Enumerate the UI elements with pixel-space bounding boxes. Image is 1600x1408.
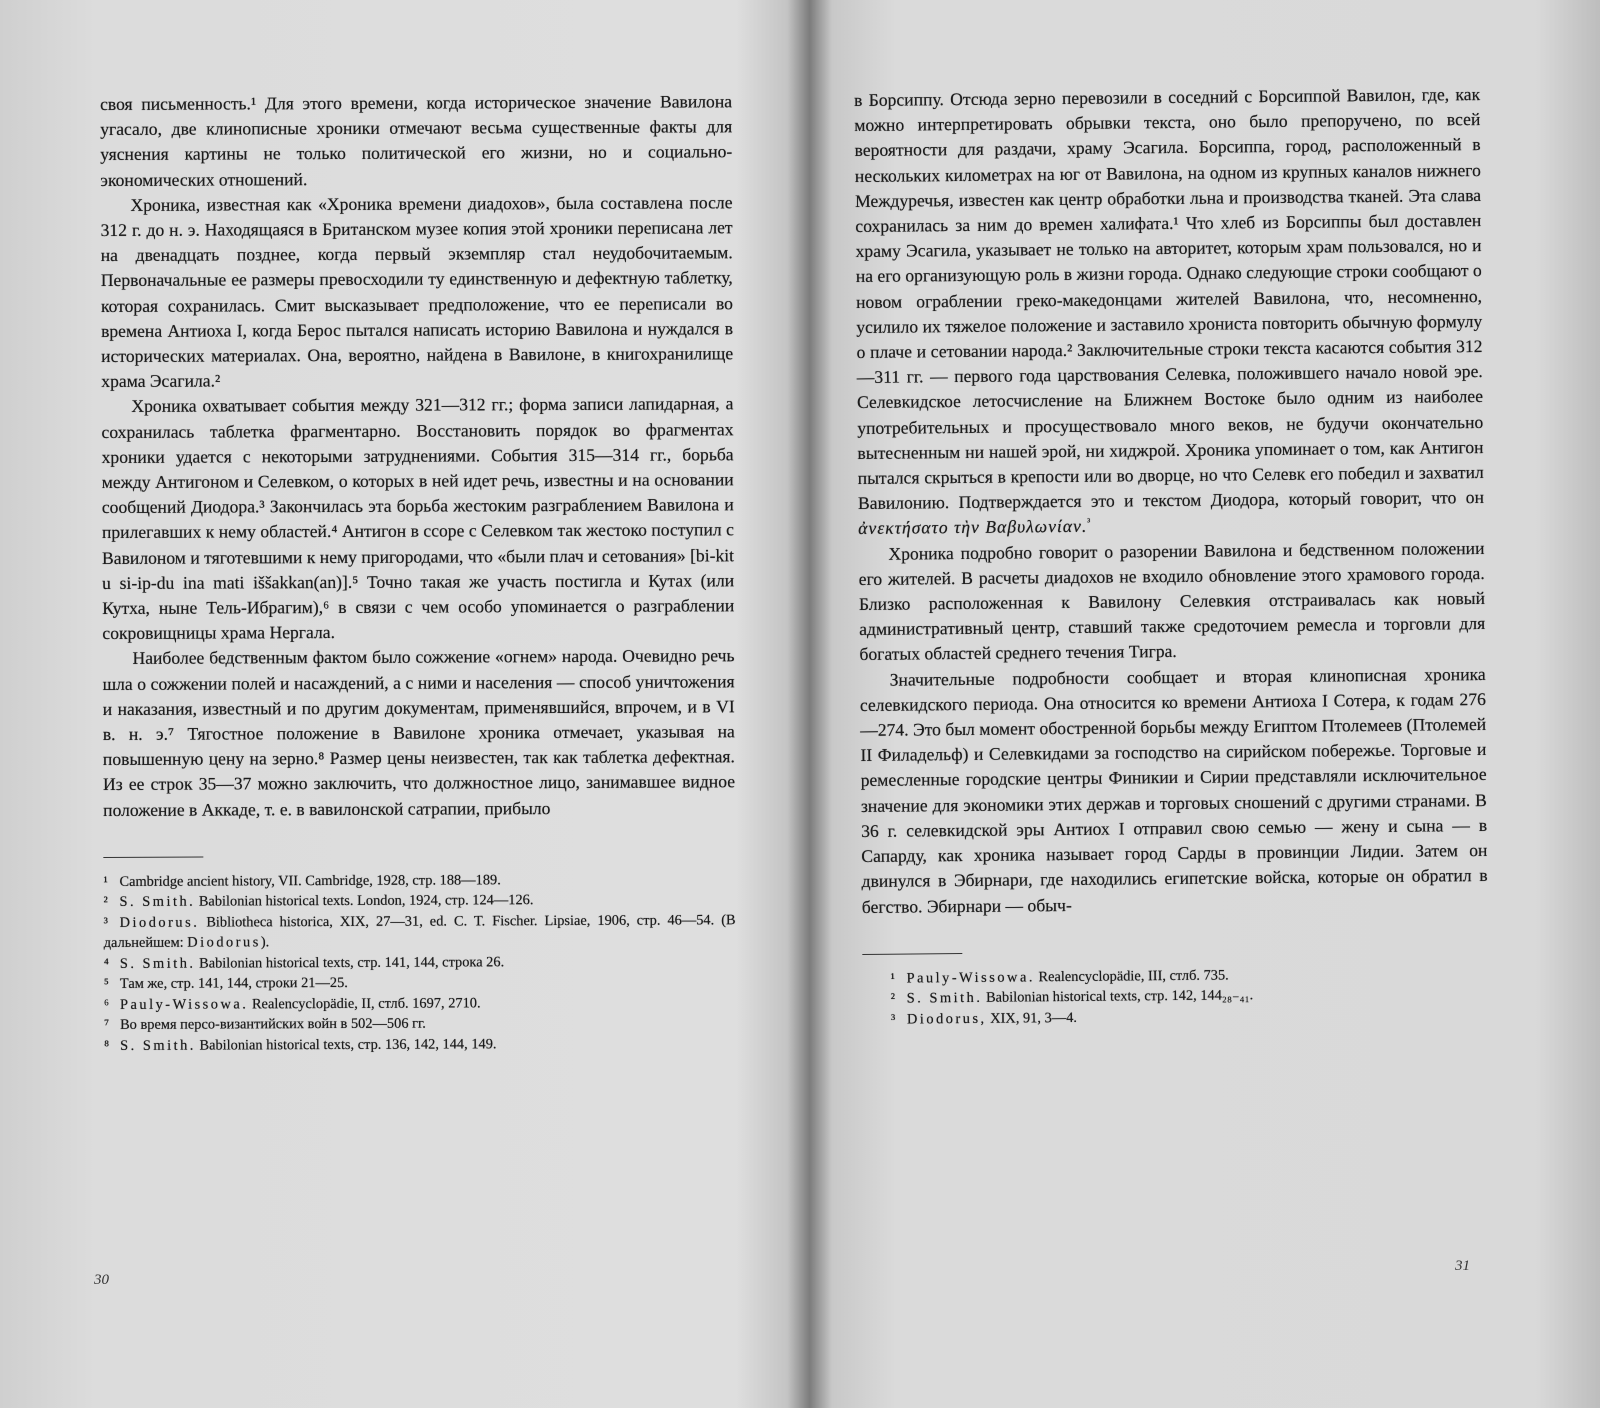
right-text-block	[854, 82, 1489, 1030]
left-paragraph-2: Хроника, известная как «Хроника времени диадохов», была составлена после 312 г. до н. э. Находящаяся в Британском музее копия этой хроники переписана лет на двенадцать позднее, когда первый экземпляр стал неудобочитаемым. Первоначальные ее размеры превосходили ту единственную и дефектную таблетку, которая сохранилась. Смит высказывает предположение, что ее переписали во времена Антиоха I, когда Берос пытался написать историю Вавилона и нуждался в исторических материалах. Она, вероятно, найдена в Вавилоне, в книгохранилище храма Эсагила.²	[100, 192, 734, 392]
footnote-4: ⁴ S. Smith. Babilonian historical texts, стр. 141, 144, строка 26.	[103, 954, 505, 972]
footnote-5: ⁵ Там же, стр. 141, 144, строки 21—25.	[103, 975, 348, 993]
left-paragraph-1: своя письменность.¹ Для этого времени, когда историческое значение Вавилона угасало, две клинописные хроники отмечают весьма существенные факты для уяснения картины не только политической его жизни, но и социально-экономических отношений.	[100, 91, 733, 190]
greek-quote: ἀνεκτήσατο τὴν Βαβυλωνίαν.	[858, 516, 1088, 539]
right-footnotes	[862, 963, 1489, 1031]
footnote-1: ¹ Cambridge ancient history, VII. Cambridge, 1928, стр. 188—189.	[103, 872, 501, 890]
footnote-2: ² S. Smith. Babilonian historical texts. London, 1924, стр. 124—126.	[103, 892, 534, 911]
right-paragraph-1: в Борсиппу. Отсюда зерно перевозили в соседний с Борсиппой Вавилон, где, как можно интерпретировать обрывки текста, оно было препоручено, по всей вероятности для раздачи, храму Эсагила. Борсиппа, город, расположенный в нескольких километрах на юг от Вавилона, на одном из крупных каналов нижнего Междуречья, известен как центр обработки льна и производства тканей. Эта слава сохранилась за ним до времен халифата.¹ Что хлеб из Борсиппы был доставлен храму Эсагила, указывает не только на авторитет, которым храм пользовался, но и на его организующую роль в жизни города. Однако следующие строки сообщают о новом ограблении греко-македонцами жителей Вавилона, что, несомненно, усилило их тяжелое положение и заставило хрониста повторить обычную формулу о плаче и сетовании народа.² Заключительные строки текста касаются события 312—311 гг. — первого года царствования Селевка, положившего начало новой эре. Селевкидское летосчисление на Ближнем Востоке было одним из наиболее употребительных и просуществовало много веков, не будучи окончательно вытесненным ни нашей эрой, ни хиджрой. Хроника упоминает о том, как Антигон пытался скрыться в крепости или во дворце, но что Селевк его победил и захватил Вавилонию. Подтверждается это и текстом Диодора, который говорит, что он ἀνεκτήσατο τὴν Βαβυλωνίαν.$^{^3}$	[854, 83, 1485, 539]
right-paragraph-3: Значительные подробности сообщает и вторая клинописная хроника селевкидского периода. Она относится ко времени Антиоха I Сотера, к годам 276—274. Это был момент обостренной борьбы между Египтом Птолемеев (Птолемей II Филадельф) и Селевкидами за господство на сирийском побережье. Торговые и ремесленные городские центры Финикии и Сирии представляли исключительное значение для экономики этих держав и торговых сношений с другими странами. В 36 г. селевкидской эры Антиох I отправил свою семью — жену и сына — в Сапарду, как хроника называет город Сарды в провинции Лидии. Затем он двинулся в Эбирнари, где находились египетские войска, которые он обратил в бегство. Эбирнари — обыч-	[859, 663, 1488, 917]
page-number: 30	[94, 1272, 109, 1288]
footnote-6: ⁶ Pauly-Wissowa. Realencyclopädie, II, стлб. 1697, 2710.	[103, 995, 481, 1013]
footnote-rule	[103, 856, 203, 857]
left-paragraph-3: Хроника охватывает события между 321—312 гг.; форма записи лапидарная, а сохранилась таблетка фрагментарно. Восстановить порядок во фрагментах хроники удается с некоторыми затруднениями. События 315—314 гг., борьба между Антигоном и Селевком, о которых в ней идет речь, известны и на основании сообщений Диодора.³ Закончилась эта борьба жестоким разграблением Вавилона и прилегавших к нему областей.⁴ Антигон в ссоре с Селевком так жестоко поступил с Вавилоном и тяготевшими к нему пригородами, что «были плач и сетования» [bi-kit u si-ip-du ina mati iššakkan(an)].⁵ Точно такая же участь постигла и Кутах (или Кутха, ныне Тель-Ибрагим),⁶ в связи с чем особо упоминается о разграблении сокровищницы храма Нергала.	[101, 393, 735, 644]
right-page	[820, 0, 1600, 1408]
footnote-rule	[862, 953, 962, 955]
footnote-3: ³ Diodorus, XIX, 91, 3—4.	[890, 1009, 1078, 1028]
footnote-7: ⁷ Во время персо-византийских войн в 502—506 гг.	[104, 1015, 426, 1034]
footnote-3: ³ Diodorus. Bibliotheca historica, XIX, 27—31, ed. C. T. Fischer. Lipsiae, 1906, стр. 46—54. (В дальнейшем: Diodorus).	[103, 912, 736, 952]
left-text-block	[100, 89, 736, 1056]
footnote-8: ⁸ S. Smith. Babilonian historical texts, стр. 136, 142, 144, 149.	[104, 1036, 497, 1054]
left-paragraph-4: Наиболее бедственным фактом было сожжение «огнем» народа. Очевидно речь шла о сожжении полей и насаждений, а с ними и населения — способ уничтожения и наказания, известный и по другим документам, применявшийся, впрочем, и в VI в. н. э.⁷ Тягостное положение в Вавилоне хроника отмечает, указывая на повышенную цену на зерно.⁸ Размер цены неизвестен, так как таблетка дефектная. Из ее строк 35—37 можно заключить, что должностное лицо, занимавшее видное положение в Аккаде, т. е. в вавилонской сатрапии, прибыло	[102, 645, 736, 820]
right-paragraph-2: Хроника подробно говорит о разорении Вавилона и бедственном положении его жителей. В расчеты диадохов не входило обновление этого храмового города. Близко расположенная к Вавилону Селевкия отстраивалась как новый административный центр, ставший также средоточием ремесла и торговли для богатых областей среднего течения Тигра.	[858, 537, 1486, 665]
page-number: 31	[1455, 1258, 1470, 1274]
left-footnotes	[103, 869, 736, 1056]
footnote-1: ¹ Pauly-Wissowa. Realencyclopädie, III, стлб. 735.	[890, 967, 1229, 987]
footnote-2: ² S. Smith. Babilonian historical texts, стр. 142, 144₂₈₋₄₁.	[890, 987, 1254, 1007]
